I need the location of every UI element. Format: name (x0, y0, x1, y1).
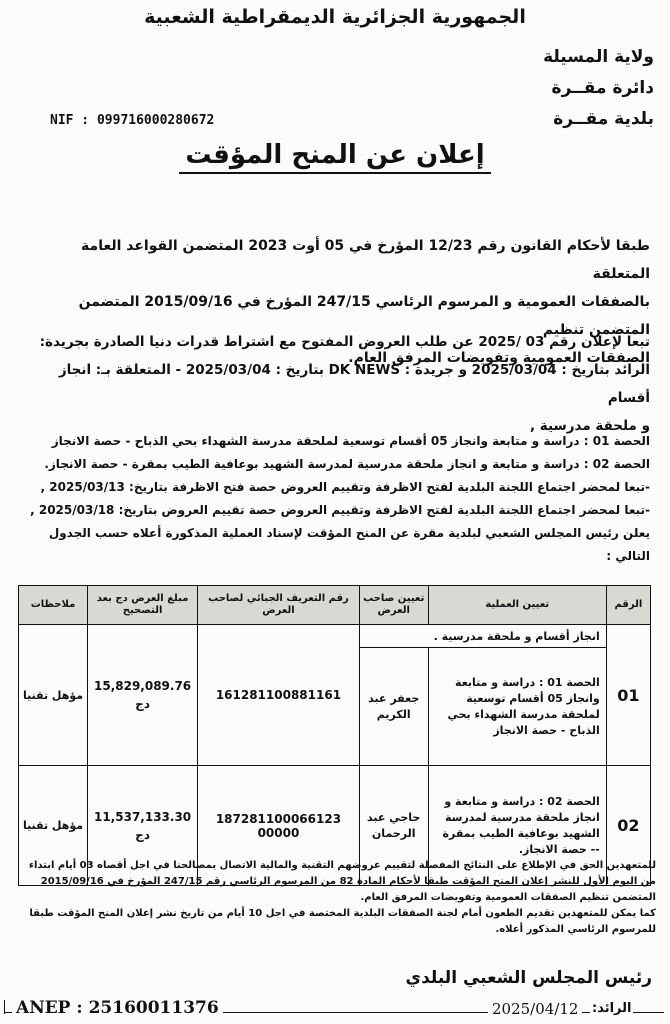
row-remarks: مؤهل تقنيا (19, 766, 88, 886)
minutes-line: -تبعا لمحضر اجتماع اللجنة البلدية لفتح الاظرفة وتقييم العروض حصة تقييم العروض بتاريخ: 2025/03/18 , (30, 503, 650, 517)
signature-title: رئيس المجلس الشعبي البلدي (405, 968, 652, 988)
header-name: تعيين صاحب العرض (359, 586, 428, 625)
table-header-row (19, 586, 651, 625)
republic-heading: الجمهورية الجزائرية الديمقراطية الشعبية (144, 6, 526, 28)
note-paragraph: للمتعهدين الحق في الإطلاع على النتائج المفصلة لتقييم عروضهم التقنية والمالية الاتصال بمصالحنا في اجل أقصاه 03 أيام ابتداء من اليوم الأول للنشر إعلان المنح المؤقت طبقا لأحكام المادة 82 من المرسوم الرئاسي رقم 247/15 المؤرخ في 2015/09/16 المتضمن تنظيم الصفقات العمومية وتفويضات المرفق العام. (28, 860, 656, 903)
operation-subheader: انجاز أقسام و ملحقة مدرسية . (359, 625, 606, 648)
nif-line: 187281100066123 (215, 811, 342, 826)
announcement-line: يعلن رئيس المجلس الشعبي لبلدية مقرة عن المنح المؤقت لإسناد العملية المذكورة أعلاه حسب الجدول التالي : (48, 526, 650, 563)
lot-line: الحصة 01 : دراسة و متابعة وانجاز 05 أقسام توسعية لملحقة مدرسة الشهداء بحي الذباح - حصة الانجاز (51, 434, 650, 448)
footer-bracket (4, 1000, 5, 1014)
lot-line: الحصة 02 : دراسة و متابعة و انجاز ملحقة مدرسية لمدرسة الشهيد بوعافية الطيب بمقرة - حصة الانجاز. (44, 457, 650, 471)
anep-reference: ANEP : 25160011376 (12, 998, 223, 1018)
intro-line: الرائد بتاريخ : 2025/03/04 و جريدة : DK NEWS بتاريخ : 2025/03/04 - المتعلقة بـ: انجاز أقسام (58, 362, 650, 406)
tender-reference-paragraph (20, 328, 650, 440)
row-object: الحصة 02 : دراسة و متابعة و انجاز ملحقة مدرسية لمدرسة الشهيد بوعافية الطيب بمقرة -- حصة الانجاز. (428, 766, 606, 886)
row-num: 02 (606, 766, 650, 886)
table-row (19, 625, 651, 648)
note-paragraph: كما يمكن للمتعهدين تقديم الطعون أمام لجنة الصفقات البلدية المختصة في اجل 10 أيام من تاريخ نشر إعلان المنح المؤقت طبقا للمرسوم الرئاسي المذكور أعلاه. (29, 908, 656, 935)
award-table (18, 585, 651, 886)
title-text: إعلان عن المنح المؤقت (179, 140, 490, 174)
lots-paragraph (20, 430, 650, 568)
daira-label: دائرة مقــرة (551, 78, 654, 98)
header-remarks: ملاحظات (19, 586, 88, 625)
intro-line: طبقا لأحكام القانون رقم 12/23 المؤرخ في 05 أوت 2023 المتضمن القواعد العامة المتعلقة (81, 238, 650, 282)
nif-number: NIF : 099716000280672 (50, 113, 215, 128)
publication-date: 2025/04/12 (488, 1000, 582, 1018)
intro-line: بالصفقات العمومية و المرسوم الرئاسي 247/15 المؤرخ في 2015/09/16 المتضمن المتضمن تنظيم (78, 294, 650, 338)
announcement-title (0, 140, 670, 170)
row-bidder: حاجي عبد الرحمان (359, 766, 428, 886)
header-nif: رقم التعريف الجبائي لصاحب العرض (198, 586, 360, 625)
notes-section (16, 858, 656, 938)
row-amount (88, 625, 198, 766)
amount-value: 15,829,089.76 (93, 679, 192, 693)
administrative-header (543, 42, 654, 135)
row-bidder: جعفر عبد الكريم (359, 648, 428, 766)
row-object: الحصة 01 : دراسة و متابعة وانجاز 05 أقسام توسعية لملحقة مدرسة الشهداء بحي الذباح - حصة الانجاز (428, 648, 606, 766)
amount-value: 11,537,133.30 (93, 809, 192, 824)
nif-line: 00000 (257, 825, 300, 840)
intro-line: و ملحقة مدرسية , (529, 418, 650, 434)
commune-label: بلدية مقــرة (553, 109, 654, 129)
newspaper-name: الرائد: (592, 1001, 632, 1016)
currency-label: دج (135, 827, 150, 842)
row-remarks: مؤهل تقنيا (19, 625, 88, 766)
intro-line: الصفقات العمومية وتفويضات المرفق العام. (348, 350, 650, 366)
header-amount: مبلغ العرض دج بعد التصحيح (88, 586, 198, 625)
header-num: الرقم (606, 586, 650, 625)
header-object: تعيين العملية (428, 586, 606, 625)
row-nif: 161281100881161 (198, 625, 360, 766)
intro-line: تبعا لإعلان رقم 03 /2025 عن طلب العروض المفتوح مع اشتراط قدرات دنيا الصادرة بجريدة: (39, 334, 650, 350)
minutes-line: -تبعا لمحضر اجتماع اللجنة البلدية لفتح الاظرفة وتقييم العروض حصة فتح الاظرفة بتاريخ: 2025/03/13 , (40, 480, 650, 494)
row-num: 01 (606, 625, 650, 766)
currency-label: دج (135, 697, 150, 711)
wilaya-label: ولاية المسيلة (543, 47, 654, 67)
